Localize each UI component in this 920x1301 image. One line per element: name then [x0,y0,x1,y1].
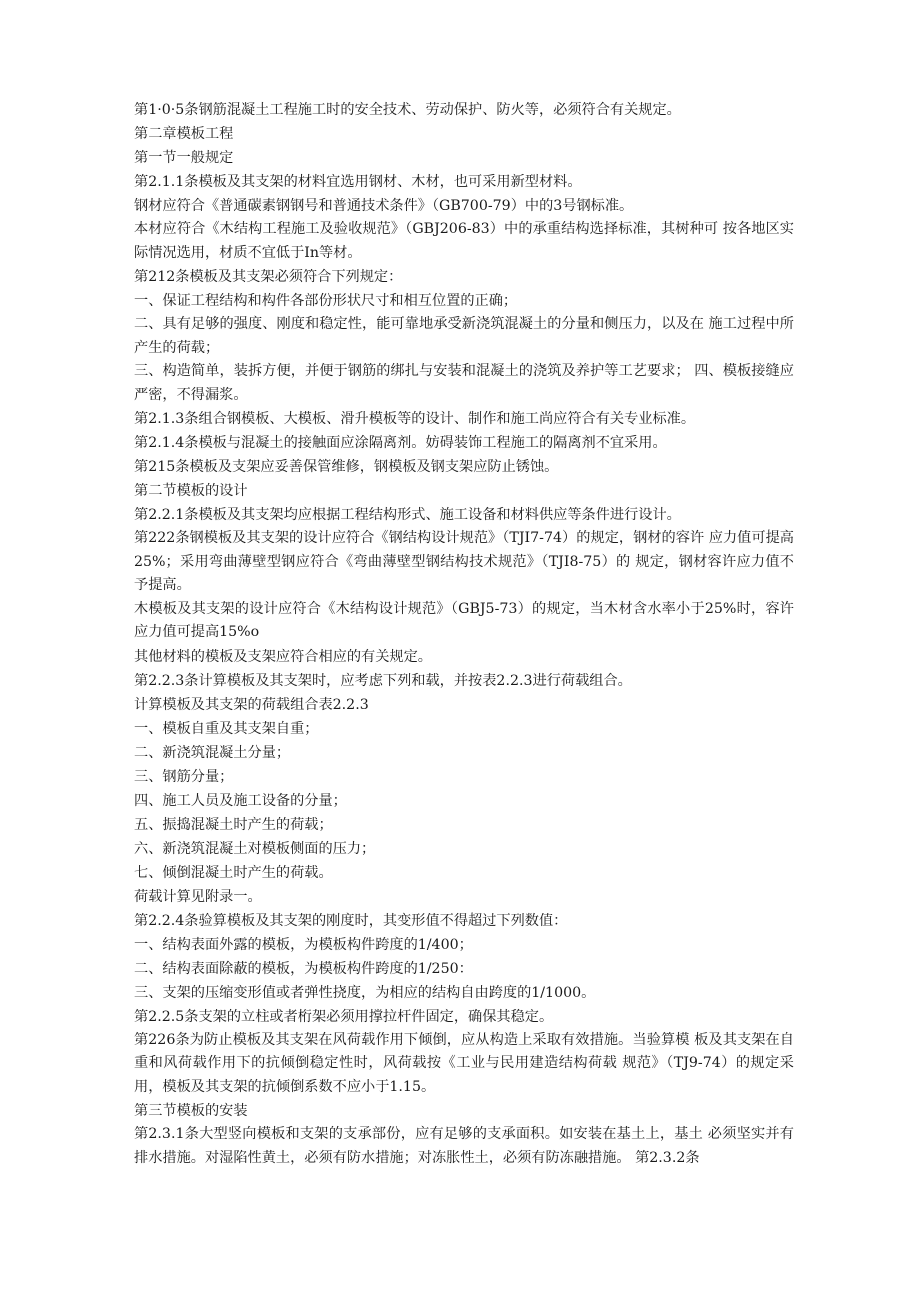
text-line: 第二章模板工程 [134,126,234,142]
paragraph: 第222条钢模板及其支架的设计应符合《钢结构设计规范》（TJI7-74）的规定，钢材的容许 应力值可提高25%；采用弯曲薄壁型钢应符合《弯曲薄壁型钢结构技术规范》（TJI8-75）的 规定，钢材容许应力值不予提高。 [134,530,794,593]
text-line: 三、支架的压缩变形值或者弹性挠度，为相应的结构自由跨度的1/1000。 [134,984,596,1001]
text-line: 第212条模板及其支架必须符合下列规定： [134,269,403,285]
text-line: 第2.2.3条计算模板及其支架时，应考虑下列和载，并按表2.2.3进行荷载组合。 [134,672,632,689]
text-line: 第2.2.4条验算模板及其支架的刚度时，其变形值不得超过下列数值： [134,912,568,929]
text-line: 五、振捣混凝土时产生的荷载； [134,816,333,833]
text-line: 第1·0·5条钢筋混凝土工程施工时的安全技术、劳动保护、防火等，必须符合有关规定。 [134,102,681,118]
paragraph: 二、具有足够的强度、刚度和稳定性，能可靠地承受新浇筑混凝土的分量和侧压力，以及在 施工过程中所产生的荷载； [134,316,794,356]
text-line: 二、新浇筑混凝土分量； [134,744,291,761]
text-line: 七、倾倒混凝土时产生的荷载。 [134,864,333,881]
text-line: 第2.1.3条组合钢模板、大模板、滑升模板等的设计、制作和施工尚应符合有关专业标准。 [134,411,696,427]
text-line: 荷载计算见附录一。 [134,888,262,905]
paragraph: 第2.3.1条大型竖向模板和支架的支承部份，应有足够的支承面积。如安装在基土上，基土 必须坚实并有排水措施。对湿陷性黄土，必须有防水措施；对冻胀性土，必须有防冻融措施。 第2.3.2条 [134,1126,794,1166]
text-line: 第2.1.4条模板与混凝土的接触面应涂隔离剂。妨碍装饰工程施工的隔离剂不宜采用。 [134,435,667,451]
text-line: 第三节模板的安装 [134,1103,248,1119]
text-line: 计算模板及其支架的荷载组合表2.2.3 [134,696,369,713]
text-line: 一、模板自重及其支架自重； [134,720,319,737]
paragraph: 第226条为防止模板及其支架在风荷载作用下倾倒，应从构造上采取有效措施。当验算模 板及其支架在自重和风荷载作用下的抗倾倒稳定性时，风荷载按《工业与民用建造结构荷载 规范》（TJ9-74）的规定采用，模板及其支架的抗倾倒系数不应小于1.15。 [134,1031,794,1095]
text-line: 第2.1.1条模板及其支架的材料宜选用钢材、木材，也可采用新型材料。 [134,174,582,190]
text-line: 三、钢筋分量； [134,768,234,785]
text-line: 第2.2.5条支架的立柱或者桁架必须用撑拉杆件固定，确保其稳定。 [134,1008,554,1025]
text-line: 一、保证工程结构和构件各部份形状尺寸和相互位置的正确； [134,293,518,309]
text-line: 钢材应符合《普通碳素钢钢号和普通技术条件》（GB700-79）中的3号钢标准。 [134,198,634,214]
text-line: 第二节模板的设计 [134,483,248,499]
text-line: 其他材料的模板及支架应符合相应的有关规定。 [134,648,432,665]
paragraph: 木模板及其支架的设计应符合《木结构设计规范》（GBJ5-73）的规定，当木材含水率小于25%时，容许应力值可提高15%o [134,600,794,640]
paragraph: 三、构造简单，装拆方便，并便于钢筋的绑扎与安装和混凝土的浇筑及养护等工艺要求； 四、模板接缝应严密，不得漏浆。 [134,363,794,403]
document-page [134,98,794,1170]
text-line: 第215条模板及支架应妥善保管维修，钢模板及钢支架应防止锈蚀。 [134,459,559,475]
text-line: 第2.2.1条模板及其支架均应根据工程结构形式、施工设备和材料供应等条件进行设计。 [134,507,681,523]
paragraph: 本材应符合《木结构工程施工及验收规范》（GBJ206-83）中的承重结构选择标准，其树种可 按各地区实际情况选用，材质不宜低于In等材。 [134,221,794,261]
text-line: 四、施工人员及施工设备的分量； [134,792,347,809]
text-line: 第一节一般规定 [134,150,234,166]
text-line: 二、结构表面除蔽的模板，为模板构件跨度的1/250： [134,960,473,977]
text-line: 一、结构表面外露的模板，为模板构件跨度的1/400； [134,936,473,953]
text-line: 六、新浇筑混凝土对模板侧面的压力； [134,840,376,857]
